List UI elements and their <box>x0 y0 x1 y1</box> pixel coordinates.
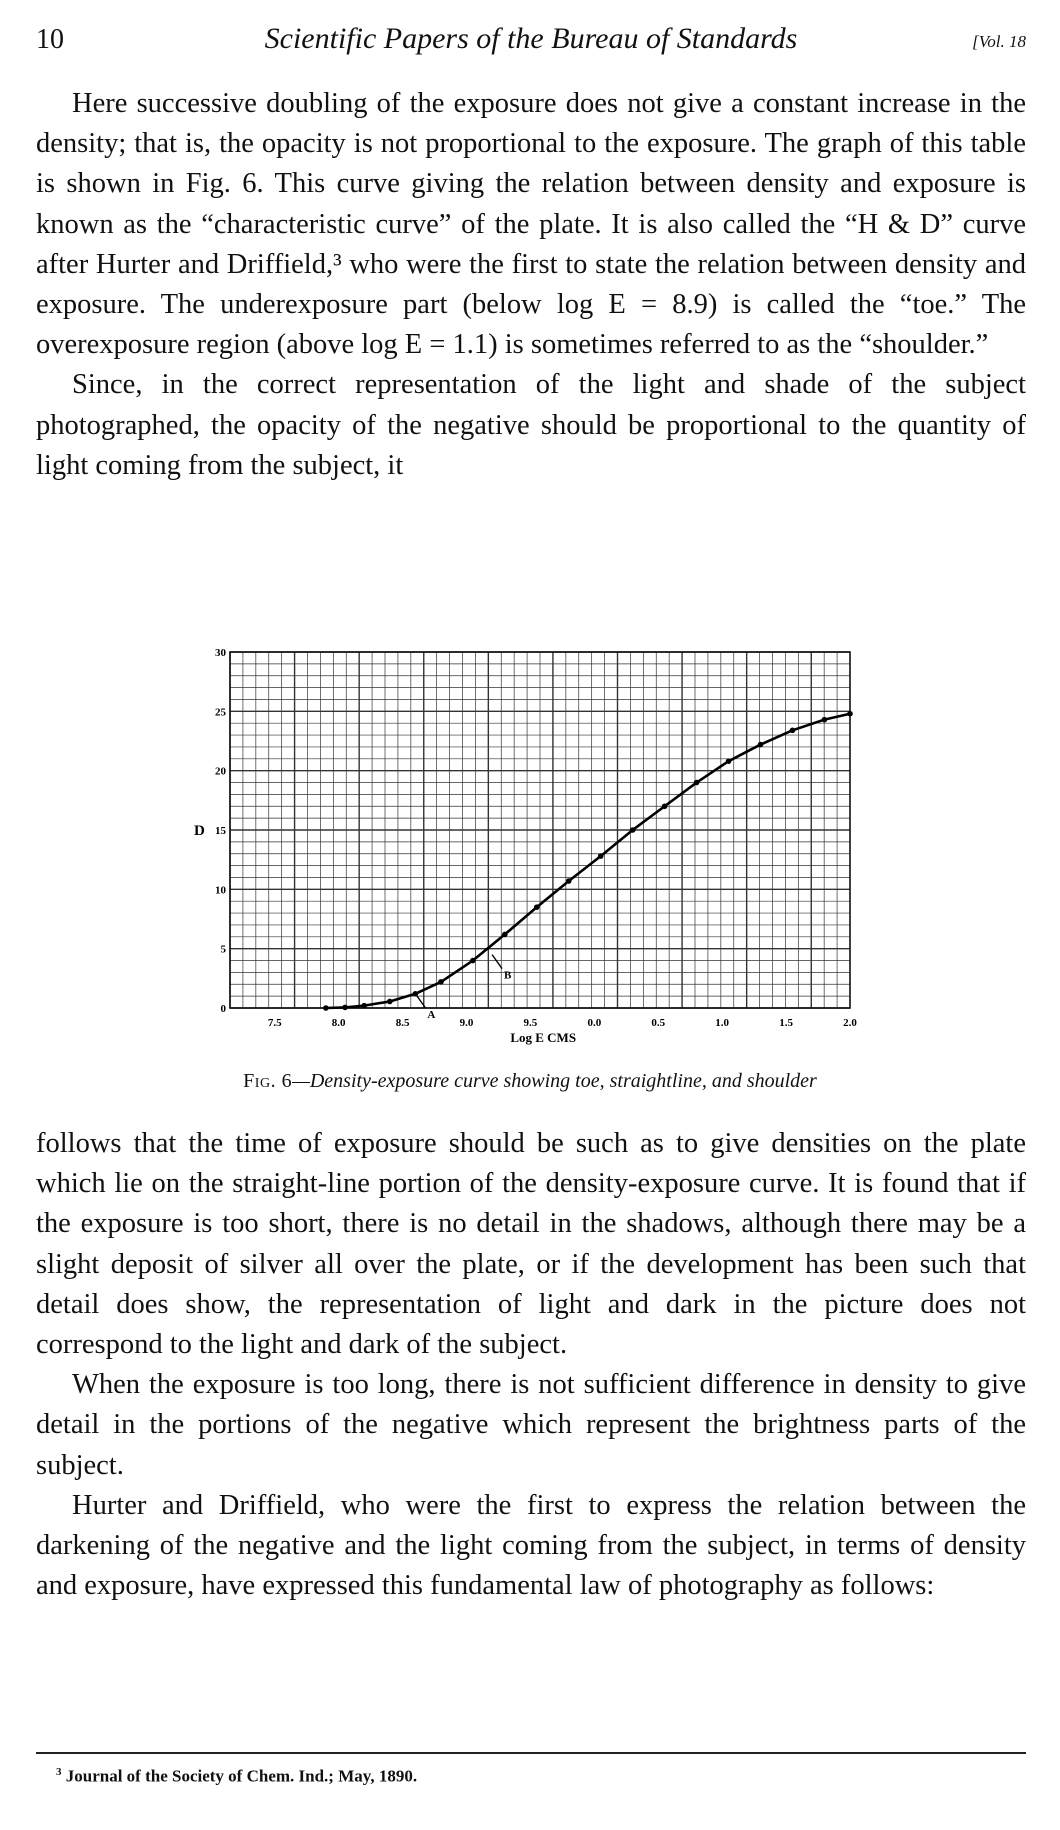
paragraph: Hurter and Driffield, who were the first to express the relation between the darkening of the negative and the light coming from the subject, in terms of density and exposure, have expressed this fundamental law of photography as follows: <box>36 1489 1026 1602</box>
y-tick-label: 5 <box>220 943 226 956</box>
data-point <box>342 1005 348 1011</box>
y-tick-label: 20 <box>215 765 226 778</box>
y-tick-label: 30 <box>215 647 226 659</box>
x-tick-label: 9.5 <box>523 1017 538 1029</box>
x-tick-label: 1.5 <box>779 1017 793 1029</box>
x-tick-label: 0.5 <box>651 1017 666 1029</box>
footnote-marker: 3 <box>56 1766 62 1778</box>
paragraph: Here successive doubling of the exposure does not give a constant increase in the density; that is, the opacity is not proportional to the exposure. The graph of this table is shown in Fig. 6. This curve giving the relation between density and exposure is known as the “characteristic curve” of the plate. It is also called the “H & D” curve after Hurter and Driffield,³ who were the first to state the relation between density and exposure. The underexposure part (below log E = 8.9) is called the “toe.” The overexposure region (above log E = 1.1) is sometimes referred to as the “shoulder.” <box>36 88 1026 361</box>
x-tick-label: 1.0 <box>715 1017 730 1029</box>
footnote-divider <box>36 1752 1026 1754</box>
y-axis-label: D <box>194 823 205 839</box>
data-point <box>598 853 604 859</box>
x-tick-label: 7.5 <box>267 1017 282 1029</box>
page-header <box>36 20 1026 60</box>
x-tick-label: 2.0 <box>843 1017 857 1029</box>
footnote-text: Journal of the Society of Chem. Ind.; May, 1890. <box>65 1766 418 1786</box>
y-tick-label: 25 <box>215 706 226 719</box>
caption-text: —Density-exposure curve showing toe, straightline, and shoulder <box>292 1070 817 1092</box>
data-point <box>502 932 508 938</box>
x-tick-label: 9.0 <box>459 1017 474 1029</box>
paragraph: follows that the time of exposure should be such as to give densities on the plate which lie on the straight-line portion of the density-exposure curve. It is found that if the exposure is too short, there is no detail in the shadows, although there may be a slight deposit of silver all over the plate, or if the development has been such that detail does show, the representation of light and dark in the picture does not correspond to the light and dark of the subject. <box>36 1128 1026 1361</box>
annotation-label: A <box>427 1008 436 1021</box>
data-point <box>387 999 393 1005</box>
data-point <box>822 717 828 723</box>
x-tick-label: 0.0 <box>587 1017 602 1029</box>
page-number: 10 <box>36 24 64 55</box>
x-tick-label: 8.5 <box>395 1017 410 1029</box>
data-point <box>361 1003 367 1009</box>
data-point <box>726 758 732 764</box>
body-text-top <box>36 84 1026 486</box>
caption-label: Fig. 6 <box>243 1070 293 1092</box>
annotation-label: B <box>504 969 512 982</box>
figure-6 <box>190 640 870 1060</box>
footnote <box>56 1766 417 1787</box>
data-point <box>662 803 668 809</box>
x-axis-label: Log E CMS <box>510 1030 577 1045</box>
data-point <box>630 827 636 833</box>
data-point <box>470 958 476 964</box>
data-point <box>790 728 796 734</box>
paragraph: When the exposure is too long, there is not sufficient difference in density to give detail in the portions of the negative which represent the brightness parts of the subject. <box>36 1369 1026 1481</box>
data-point <box>323 1005 329 1011</box>
density-exposure-chart <box>190 640 870 1060</box>
data-point <box>566 878 572 884</box>
data-point <box>694 780 700 786</box>
figure-caption <box>0 1070 1060 1093</box>
running-head: Scientific Papers of the Bureau of Standards <box>264 22 798 55</box>
paragraph: Since, in the correct representation of the light and shade of the subject photographed, the opacity of the negative should be proportional to the quantity of light coming from the subject, it <box>36 369 1026 481</box>
y-tick-label: 0 <box>220 1003 226 1015</box>
annotation-leader <box>492 955 502 969</box>
data-point <box>438 979 444 985</box>
data-point <box>758 742 764 748</box>
data-point <box>847 711 853 717</box>
y-tick-label: 10 <box>215 884 226 897</box>
volume-label: [Vol. 18 <box>972 32 1026 51</box>
density-curve <box>326 714 850 1008</box>
body-text-bottom <box>36 1124 1026 1606</box>
x-tick-label: 8.0 <box>331 1017 346 1029</box>
y-tick-label: 15 <box>215 825 226 837</box>
data-point <box>534 904 540 910</box>
